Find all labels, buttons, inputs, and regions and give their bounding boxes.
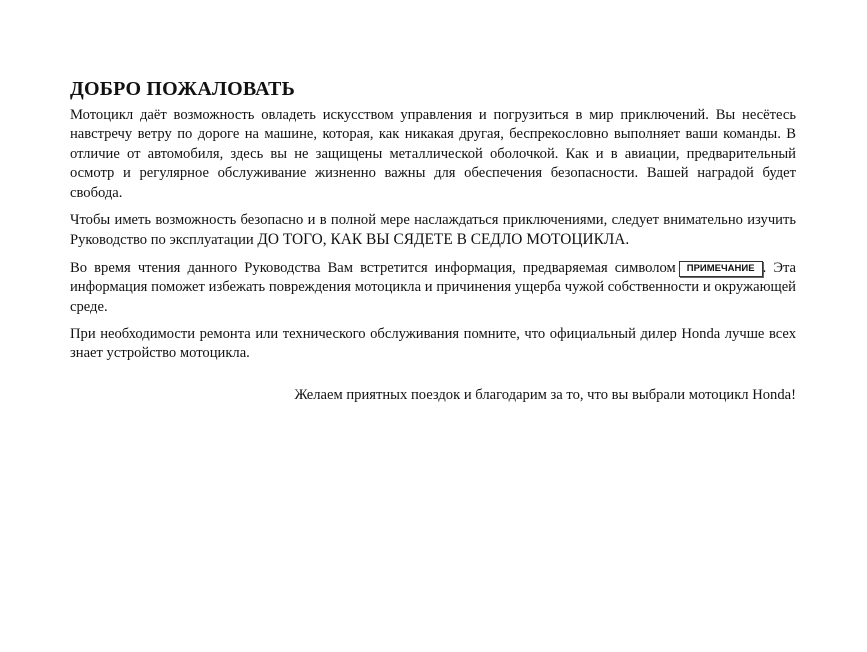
document-page [70,78,796,413]
note-text-after: . Эта информация поможет избежать повреждения мотоцикла и причинения ущерба чужой собственности и окружающей среде. [70,259,796,315]
manual-emphasis: ДО ТОГО, КАК ВЫ СЯДЕТЕ В СЕДЛО МОТОЦИКЛА. [257,231,630,249]
note-text-before: Во время чтения данного Руководства Вам встретится информация, предваряемая символом [70,259,676,276]
manual-paragraph [70,211,796,251]
note-badge: ПРИМЕЧАНИЕ [679,261,763,277]
page-title: ДОБРО ПОЖАЛОВАТЬ [70,78,296,100]
note-paragraph [70,259,796,317]
closing-line: Желаем приятных поездок и благодарим за то, что вы выбрали мотоцикл Honda! [294,386,796,403]
manual-text: Чтобы иметь возможность безопасно и в полной мере наслаждаться приключениями, следует внимательно изучить Руководство по эксплуатации [70,212,796,249]
dealer-paragraph: При необходимости ремонта или технического обслуживания помните, что официальный дилер Honda лучше всех знает устройство мотоцикла. [70,326,796,362]
intro-paragraph: Мотоцикл даёт возможность овладеть искусством управления и погрузиться в мир приключений. Вы несётесь навстречу ветру по дороге на машине, которая, как никакая другая, беспрекословно выполняет ваши команды. В отличие от автомобиля, здесь вы не защищены металлической оболочкой. Как и в авиации, предварительный осмотр и регулярное обслуживание жизненно важны для обеспечения безопасности. Вашей наградой будет свобода. [70,107,796,201]
